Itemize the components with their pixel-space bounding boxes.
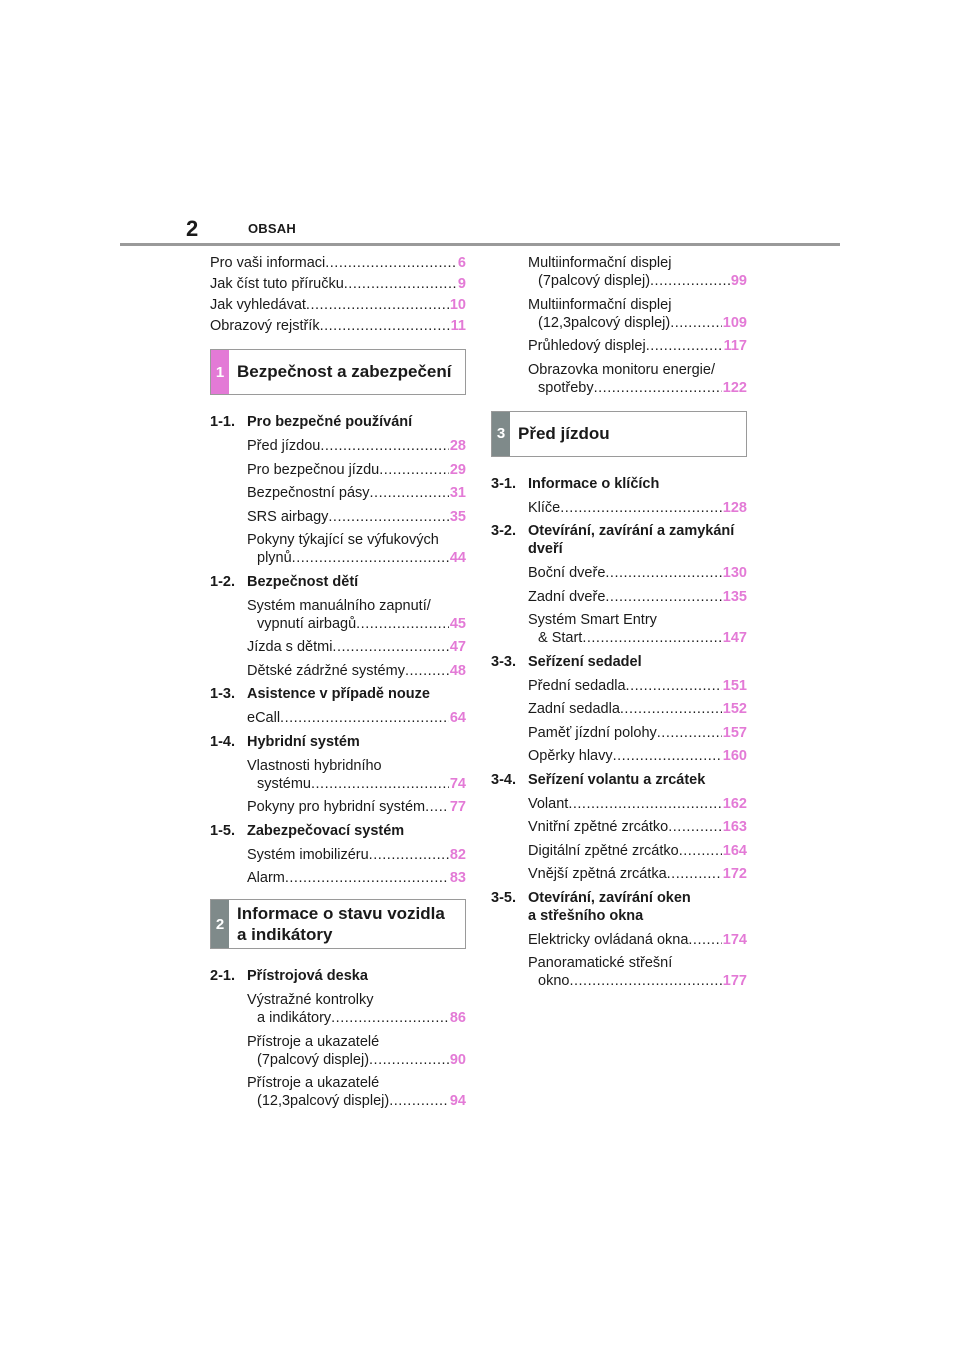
toc-entry[interactable]: Alarm ..... 83 (210, 869, 466, 887)
toc-entry[interactable]: Přední sedadla ..... 151 (491, 677, 747, 695)
section-heading[interactable]: 1-5. Zabezpečovací systém (210, 822, 405, 839)
toc-entry[interactable]: Pokyny týkající se výfukových plynů ..... 44 (210, 531, 466, 567)
toc-entry[interactable]: Průhledový displej ..... 117 (491, 337, 747, 355)
toc-entry[interactable]: Pro vaši informaci ..... 6 (210, 254, 466, 272)
toc-entry[interactable]: Volant ..... 162 (491, 795, 747, 813)
chapter-3-header[interactable] (491, 411, 747, 457)
toc-entry[interactable]: Jak vyhledávat ..... 10 (210, 296, 466, 314)
toc-entry[interactable]: Bezpečnostní pásy ..... 31 (210, 484, 466, 502)
chapter-1-tab: 1 (211, 350, 229, 394)
toc-entry[interactable]: Multiinformační displej (12,3palcový displej) ..... 109 (491, 296, 747, 332)
toc-entry[interactable]: eCall ..... 64 (210, 709, 466, 727)
section-heading[interactable]: 1-2. Bezpečnost dětí (210, 573, 359, 590)
section-heading[interactable]: 3-4. Seřízení volantu a zrcátek (491, 771, 706, 788)
toc-entry[interactable]: Výstražné kontrolky a indikátory ..... 86 (210, 991, 466, 1027)
toc-right-column (491, 254, 747, 990)
toc-entry[interactable]: Přístroje a ukazatelé (12,3palcový displej) ..... 94 (210, 1074, 466, 1110)
toc-entry[interactable]: Jízda s dětmi ..... 47 (210, 638, 466, 656)
section-heading[interactable]: 3-3. Seřízení sedadel (491, 653, 642, 670)
section-heading[interactable]: 1-3. Asistence v případě nouze (210, 686, 430, 702)
toc-entry[interactable]: Obrazovka monitoru energie/ spotřeby ..... 122 (491, 361, 747, 397)
toc-entry[interactable]: Klíče ..... 128 (491, 499, 747, 517)
toc-left-column (210, 254, 466, 1110)
header-title: OBSAH (248, 221, 296, 236)
toc-entry[interactable]: Před jízdou ..... 28 (210, 437, 466, 455)
toc-entry[interactable]: Vlastnosti hybridního systému ..... 74 (210, 757, 466, 793)
toc-entry[interactable]: Systém Smart Entry & Start ..... 147 (491, 611, 747, 647)
section-heading[interactable]: 2-1. Přístrojová deska (210, 968, 368, 984)
chapter-2-header[interactable] (210, 899, 466, 949)
toc-entry[interactable]: Opěrky hlavy ..... 160 (491, 747, 747, 765)
chapter-3-title: Před jízdou (518, 423, 610, 443)
toc-entry[interactable]: Elektricky ovládaná okna ..... 174 (491, 931, 747, 949)
toc-entry[interactable]: Pokyny pro hybridní systém ..... 77 (210, 798, 466, 816)
section-heading[interactable]: 1-4. Hybridní systém (210, 733, 360, 750)
section-heading[interactable]: 3-5. Otevírání, zavírání oken a střešního okna (491, 889, 691, 924)
section-heading[interactable]: 3-1. Informace o klíčích (491, 475, 660, 492)
toc-entry[interactable]: Panoramatické střešní okno ..... 177 (491, 954, 747, 990)
toc-entry[interactable]: Vnitřní zpětné zrcátko ..... 163 (491, 818, 747, 836)
chapter-2-tab: 2 (211, 900, 229, 948)
chapter-3-tab: 3 (492, 412, 510, 456)
toc-entry[interactable]: Dětské zádržné systémy ..... 48 (210, 662, 466, 680)
header-divider (120, 243, 840, 246)
toc-entry[interactable]: Systém imobilizéru ..... 82 (210, 846, 466, 864)
section-heading[interactable]: 3-2. Otevírání, zavírání a zamykání dveří (491, 523, 735, 557)
chapter-2-title: Informace o stavu vozidla a indikátory (237, 904, 445, 944)
toc-entry[interactable]: Přístroje a ukazatelé (7palcový displej) ..... 90 (210, 1033, 466, 1069)
section-heading[interactable]: 1-1. Pro bezpečné používání (210, 414, 413, 430)
chapter-1-header[interactable] (210, 349, 466, 395)
toc-entry[interactable]: Boční dveře ..... 130 (491, 564, 747, 582)
toc-entry[interactable]: Jak číst tuto příručku ..... 9 (210, 275, 466, 293)
toc-entry[interactable]: Pro bezpečnou jízdu ..... 29 (210, 461, 466, 479)
toc-entry[interactable]: Digitální zpětné zrcátko ..... 164 (491, 842, 747, 860)
toc-entry[interactable]: Zadní sedadla ..... 152 (491, 700, 747, 718)
page-number: 2 (186, 216, 199, 241)
toc-entry[interactable]: Multiinformační displej (7palcový displej) ..... 99 (491, 254, 747, 290)
toc-entry[interactable]: Vnější zpětná zrcátka ..... 172 (491, 865, 747, 883)
toc-entry[interactable]: Obrazový rejstřík ..... 11 (210, 317, 466, 335)
toc-entry[interactable]: Zadní dveře ..... 135 (491, 588, 747, 606)
toc-entry[interactable]: Paměť jízdní polohy ..... 157 (491, 724, 747, 742)
toc-entry[interactable]: SRS airbagy ..... 35 (210, 508, 466, 526)
chapter-1-title: Bezpečnost a zabezpečení (237, 362, 452, 381)
toc-entry[interactable]: Systém manuálního zapnutí/ vypnutí airbagů ..... 45 (210, 597, 466, 633)
